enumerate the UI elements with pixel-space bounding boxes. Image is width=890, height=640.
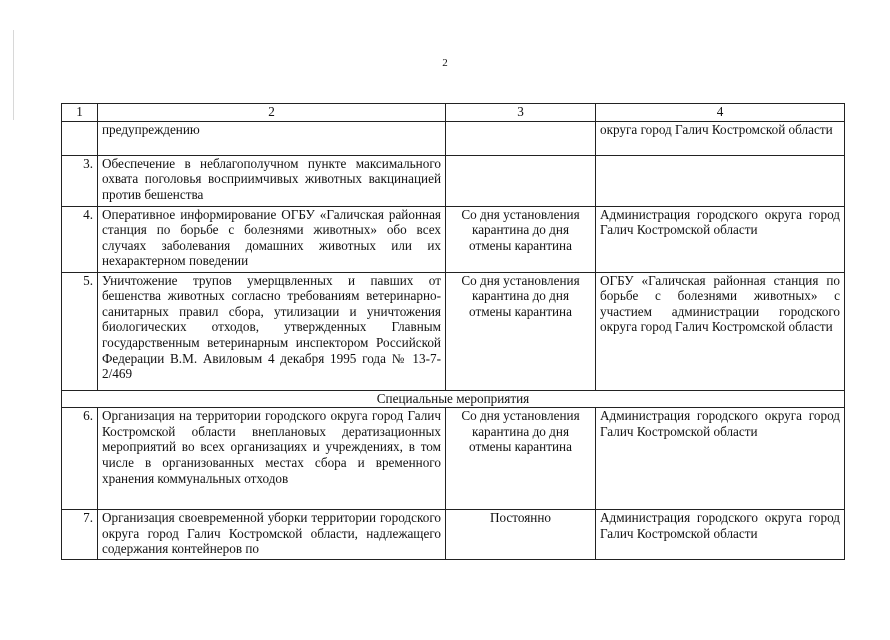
row-measure: Организация на территории городского округа город Галич Костромской области внеплановых дератизационных мероприятий во всех организациях и учреждениях, в том числе в организованных местах сбора и временного хранения коммунальных отходов (98, 408, 446, 510)
row-deadline (446, 155, 596, 206)
row-measure: предупреждению (98, 121, 446, 155)
row-deadline: Постоянно (446, 510, 596, 560)
row-deadline (446, 121, 596, 155)
row-number: 7. (62, 510, 98, 560)
row-responsible (596, 155, 845, 206)
row-measure: Обеспечение в неблагополучном пункте максимального охвата поголовья восприимчивых животных вакцинацией против бешенства (98, 155, 446, 206)
header-cell-deadline: 3 (446, 104, 596, 122)
header-cell-measure: 2 (98, 104, 446, 122)
page-number: 2 (442, 57, 448, 69)
table-row (62, 510, 845, 560)
row-deadline: Со дня установления карантина до дня отмены карантина (446, 408, 596, 510)
row-responsible: ОГБУ «Галичская районная станция по борьбе с болезнями животных» с участием администрации городского округа город Галич Костромской области (596, 272, 845, 390)
table-row (62, 206, 845, 272)
row-measure: Оперативное информирование ОГБУ «Галичская районная станция по борьбе с болезнями животных» обо всех случаях заболевания домашних животных или их нехарактерном поведении (98, 206, 446, 272)
header-cell-responsible: 4 (596, 104, 845, 122)
row-measure: Организация своевременной уборки территории городского округа город Галич Костромской области, надлежащего содержания контейнеров по (98, 510, 446, 560)
row-measure: Уничтожение трупов умерщвленных и павших от бешенства животных согласно требованиям ветеринарно-санитарных правил сбора, утилизации и уничтожения биологических отходов, утвержденных Главным государственным ветеринарным инспектором Российской Федерации В.М. Авиловым 4 декабря 1995 года № 13-7-2/469 (98, 272, 446, 390)
row-number: 4. (62, 206, 98, 272)
row-number: 6. (62, 408, 98, 510)
measures-table (61, 103, 845, 560)
row-responsible: Администрация городского округа город Галич Костромской области (596, 510, 845, 560)
row-deadline: Со дня установления карантина до дня отмены карантина (446, 206, 596, 272)
section-title: Специальные мероприятия (62, 390, 845, 408)
table-row (62, 408, 845, 510)
row-number (62, 121, 98, 155)
header-cell-number: 1 (62, 104, 98, 122)
row-number: 3. (62, 155, 98, 206)
table-row (62, 272, 845, 390)
row-responsible: округа город Галич Костромской области (596, 121, 845, 155)
table-row (62, 155, 845, 206)
table-row (62, 121, 845, 155)
scan-edge-mark (13, 30, 14, 120)
row-deadline: Со дня установления карантина до дня отмены карантина (446, 272, 596, 390)
table-header-row (62, 104, 845, 122)
row-responsible: Администрация городского округа город Галич Костромской области (596, 206, 845, 272)
row-responsible: Администрация городского округа город Галич Костромской области (596, 408, 845, 510)
row-number: 5. (62, 272, 98, 390)
section-row (62, 390, 845, 408)
